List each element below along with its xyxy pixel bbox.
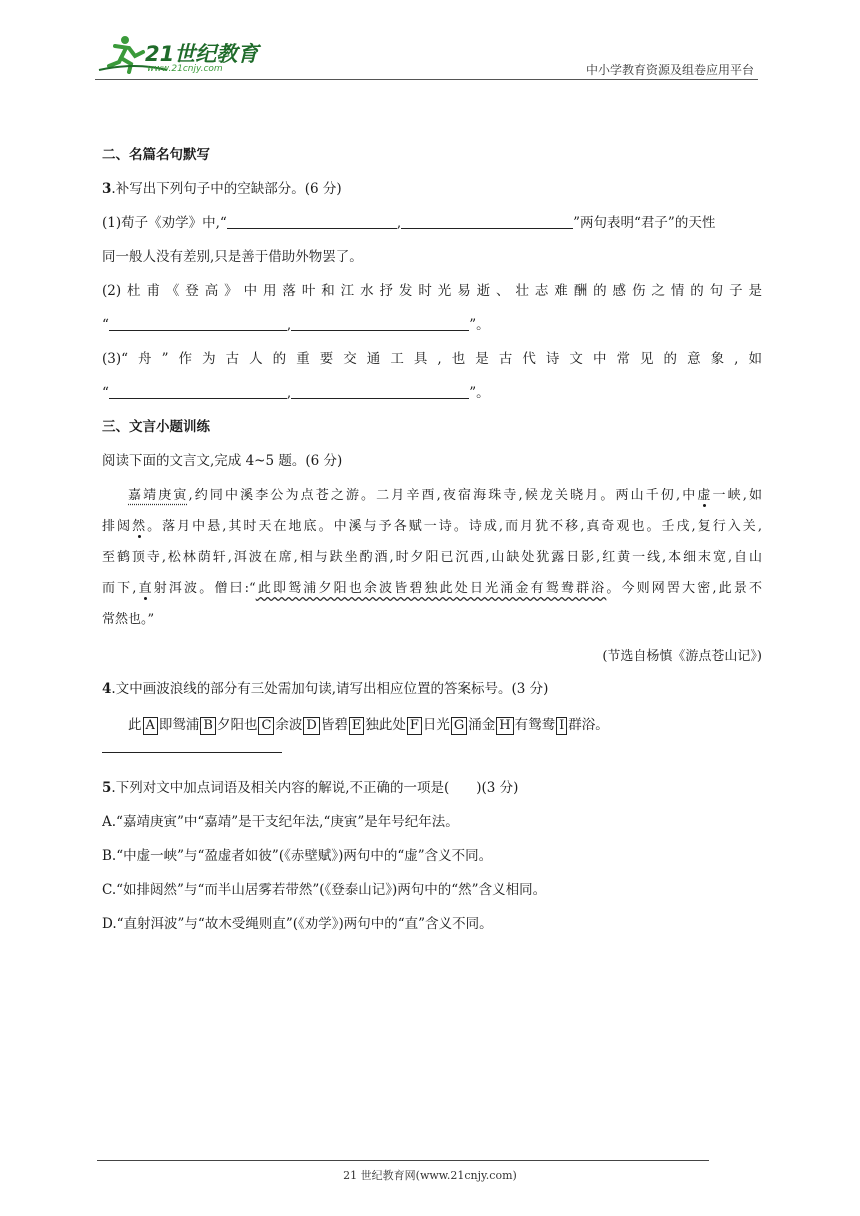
question-3-stem (102, 172, 762, 206)
passage-source: (节选自杨慎《游点苍山记》) (602, 649, 762, 664)
passage-line-4 (102, 573, 762, 604)
document-body (102, 138, 762, 941)
passage-text: 一峡,如 (712, 488, 762, 503)
question-3-2-answer (102, 308, 762, 342)
question-3-1-suffix: ”两句表明“君子”的天性 (573, 215, 716, 231)
segment-text: 此 (128, 717, 142, 733)
option-box-c[interactable]: C (258, 717, 274, 735)
passage-line-1 (102, 480, 762, 511)
segment-text: 独此处 (365, 717, 406, 733)
option-box-a[interactable]: A (143, 717, 158, 735)
option-box-e[interactable]: E (349, 717, 365, 735)
section-2-title: 二、名篇名句默写 (102, 147, 210, 163)
passage-line-2 (102, 511, 762, 542)
passage-text: 而下, (102, 581, 137, 596)
option-box-d[interactable]: D (303, 717, 319, 735)
question-4-number: 4 (102, 681, 112, 697)
platform-name: 中小学教育资源及组卷应用平台 (585, 63, 754, 77)
question-5-dot: . (111, 780, 116, 796)
answer-blank[interactable] (109, 315, 287, 331)
option-box-g[interactable]: G (451, 717, 467, 735)
segment-text: 余波 (275, 717, 303, 733)
segment-text: 皆碧 (320, 717, 348, 733)
question-3-number: 3 (102, 181, 112, 197)
dotted-word-zhi: 直 (136, 581, 154, 596)
segment-text: 群浴。 (568, 717, 609, 733)
logo-text: 21世纪教育 (145, 42, 259, 66)
question-3-1 (102, 206, 762, 240)
answer-blank[interactable] (291, 315, 469, 331)
answer-blank[interactable] (291, 383, 469, 399)
wavy-underlined-text: 此即鸳浦夕阳也余波皆碧独此处日光涌金有鸳鸯群浴 (255, 581, 607, 596)
passage-text: ,约同中溪李公为点苍之游。二月辛酉,夜宿海珠寺,候龙关晓月。两山千仞,中 (188, 488, 698, 503)
answer-blank[interactable] (109, 383, 287, 399)
close-quote: ”。 (469, 385, 490, 401)
comma: , (286, 317, 292, 333)
passage-text: 射洱波。僧曰:“ (153, 581, 256, 596)
choice-b[interactable]: B.“中虚一峡”与“盈虚者如彼”(《赤壁赋》)两句中的“虚”含义不同。 (102, 848, 493, 864)
open-quote: “ (102, 385, 109, 401)
answer-blank[interactable] (401, 213, 573, 229)
choice-a[interactable]: A.“嘉靖庚寅”中“嘉靖”是干支纪年法,“庚寅”是年号纪年法。 (102, 814, 459, 830)
close-quote: ”。 (469, 317, 490, 333)
segment-text: 夕阳也 (216, 717, 258, 733)
footer-divider (97, 1160, 709, 1161)
logo (95, 32, 265, 78)
reading-intro: 阅读下面的文言文,完成 4~5 题。(6 分) (102, 453, 343, 469)
option-box-b[interactable]: B (200, 717, 216, 735)
question-3-2: (2)杜甫《登高》中用落叶和江水抒发时光易逝、壮志难酬的感伤之情的句子是 (102, 283, 762, 299)
segment-text: 即鸳浦 (158, 717, 200, 733)
question-4-stem (102, 672, 762, 706)
passage-text: 排闼 (102, 519, 133, 534)
question-4-options (102, 708, 762, 742)
choice-c[interactable]: C.“如排闼然”与“而半山居雾若带然”(《登泰山记》)两句中的“然”含义相同。 (102, 882, 547, 898)
dotted-word-xu: 虚 (697, 488, 713, 503)
page-header (95, 30, 758, 80)
question-3-1-continued: 同一般人没有差别,只是善于借助外物罢了。 (102, 249, 363, 265)
logo-url: www.21cnjy.com (147, 64, 223, 74)
answer-blank[interactable] (227, 213, 397, 229)
option-box-f[interactable]: F (407, 717, 422, 735)
option-box-h[interactable]: H (496, 717, 513, 735)
choice-d[interactable]: D.“直射洱波”与“故木受绳则直”(《劝学》)两句中的“直”含义不同。 (102, 916, 493, 932)
question-3-3: (3)“舟”作为古人的重要交通工具,也是古代诗文中常见的意象,如 (102, 351, 762, 367)
passage-line-3: 至鹤顶寺,松林荫轩,洱波在席,相与趺坐酌酒,时夕阳已沉西,山缺处犹露日影,红黄一线,本细末宽,自山 (102, 550, 762, 565)
question-4-text: 文中画波浪线的部分有三处需加句读,请写出相应位置的答案标号。(3 分) (115, 681, 549, 697)
segment-text: 涌金 (468, 717, 496, 733)
footer-link[interactable]: 21 世纪教育网(www.21cnjy.com) (343, 1169, 517, 1182)
question-5-text: 下列对文中加点词语及相关内容的解说,不正确的一项是( )(3 分) (115, 780, 519, 796)
segment-text: 有鸳鸯 (514, 717, 556, 733)
open-quote: “ (102, 317, 109, 333)
question-5-number: 5 (102, 780, 112, 796)
dotted-word-ran: 然 (132, 519, 148, 534)
answer-separator (102, 752, 282, 753)
question-3-1-prefix: (1)荀子《劝学》中,“ (102, 215, 227, 231)
comma: , (396, 215, 402, 231)
comma: , (286, 385, 292, 401)
question-3-text: 补写出下列句子中的空缺部分。(6 分) (115, 181, 342, 197)
option-box-i[interactable]: I (556, 717, 567, 735)
question-5-stem (102, 771, 762, 805)
classical-passage (102, 480, 762, 672)
dotted-word-jiajing: 嘉靖庚寅 (128, 488, 189, 503)
header-divider (95, 79, 758, 80)
passage-line-5: 常然也。” (102, 612, 155, 627)
question-4-dot: . (111, 681, 116, 697)
segment-text: 日光 (422, 717, 450, 733)
passage-text: 。今则网罟大密,此景不 (606, 581, 762, 596)
question-3-3-answer (102, 376, 762, 410)
question-3-dot: . (111, 181, 116, 197)
passage-text: 。落月中悬,其时天在地底。中溪与予各赋一诗。诗成,而月犹不移,真奇观也。壬戌,复行入关, (147, 519, 762, 534)
section-3-title: 三、文言小题训练 (102, 419, 210, 435)
